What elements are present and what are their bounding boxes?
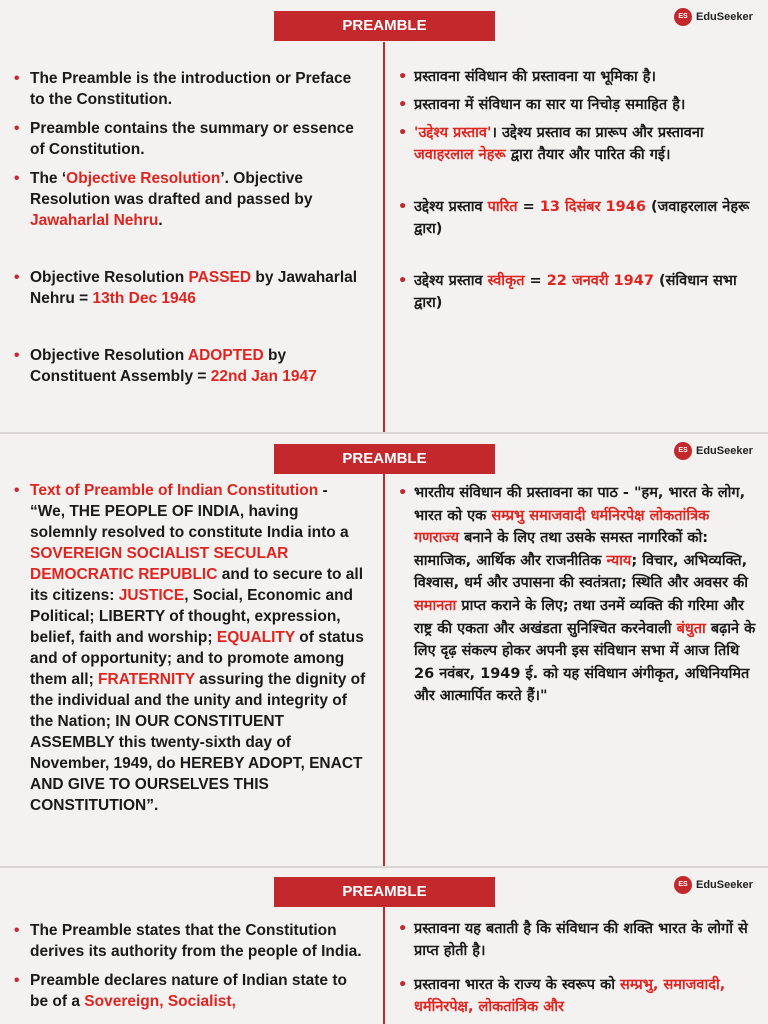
highlight-text: सम्प्रभु, समाजवादी, धर्मनिरपेक्ष, लोकतांत्रिक और — [414, 977, 726, 1015]
text-segment: = — [524, 273, 547, 289]
text-segment: by Constituent Assembly = — [30, 347, 287, 385]
list-item — [398, 122, 756, 166]
brand-logo-icon: ES — [674, 876, 692, 894]
brand-logo-icon: ES — [674, 442, 692, 460]
text-segment: The ‘ — [30, 170, 67, 187]
slide-1 — [0, 0, 768, 432]
brand-logo-icon: ES — [674, 8, 692, 26]
text-segment: and to secure to all its citizens: — [30, 566, 363, 604]
text-segment: प्रस्तावना भारत के राज्य के स्वरूप को — [414, 977, 621, 993]
text-segment: ; विचार, अभिव्यक्ति, विश्वास, धर्म और उपासना की स्वतंत्रता; स्थिति और अवसर की — [414, 552, 749, 592]
highlight-text: Objective Resolution — [66, 170, 221, 187]
text-segment: , Social, Economic and Political; LIBERTY of thought, expression, belief, faith and worship; — [30, 587, 354, 646]
slide-2-banner: PREAMBLE — [274, 444, 495, 474]
slide-2 — [0, 434, 768, 866]
hindi-column — [398, 66, 756, 314]
text-segment: (संविधान सभा द्वारा) — [414, 273, 737, 311]
list-item — [14, 168, 366, 231]
text-segment: assuring the dignity of the individual and the unity and integrity of the Nation; IN OUR CONSTITUENT ASSEMBLY this twenty-sixth day of November, 1949, do HEREBY ADOPT, ENACT AND GIVE TO OURSELVES THIS CONSTITUTION”. — [30, 671, 366, 814]
column-divider — [383, 42, 385, 432]
highlight-text: JUSTICE — [118, 587, 185, 604]
text-segment: ’. Objective Resolution was drafted and passed by — [30, 170, 313, 208]
text-segment: उद्देश्य प्रस्ताव — [414, 273, 488, 289]
highlight-text: Sovereign, Socialist, — [84, 993, 236, 1010]
highlight-text: समानता — [414, 597, 457, 614]
text-segment: (जवाहरलाल नेहरू द्वारा) — [414, 199, 750, 237]
english-column — [14, 920, 366, 1012]
list-item — [14, 68, 366, 110]
hindi-column — [398, 482, 756, 708]
text-segment: The Preamble is the introduction or Preface to the Constitution. — [30, 70, 352, 108]
list-item — [398, 974, 756, 1018]
text-segment: Objective Resolution — [30, 269, 189, 286]
slide-1-banner: PREAMBLE — [274, 11, 495, 41]
list-item — [14, 118, 366, 160]
highlight-text: FRATERNITY — [98, 671, 195, 688]
list-item — [14, 345, 366, 387]
brand-logo — [674, 8, 753, 26]
column-divider — [383, 907, 385, 1024]
highlight-text: ADOPTED — [187, 347, 264, 364]
text-segment: Objective Resolution — [30, 347, 188, 364]
text-segment: - “We, THE PEOPLE OF INDIA, having solemnly resolved to constitute India into a — [30, 482, 349, 541]
brand-name: EduSeeker — [696, 445, 753, 457]
highlight-text: पारित — [487, 199, 518, 215]
highlight-text: जवाहरलाल नेहरू — [414, 147, 506, 163]
text-segment: बनाने के लिए तथा उसके समस्त नागरिकों को: सामाजिक, आर्थिक और राजनीतिक — [414, 530, 709, 569]
list-item — [14, 920, 366, 962]
list-item — [398, 270, 756, 314]
highlight-text: SOVEREIGN SOCIALIST SECULAR DEMOCRATIC REPUBLIC — [30, 545, 289, 583]
highlight-text: बंधुता — [676, 620, 706, 637]
list-item — [14, 970, 366, 1012]
brand-logo — [674, 442, 753, 460]
highlight-text: सम्प्रभु समाजवादी धर्मनिरपेक्ष लोकतांत्रिक गणराज्य — [414, 507, 710, 547]
highlight-text: EQUALITY — [216, 629, 295, 646]
text-segment: भारतीय संविधान की प्रस्तावना का पाठ - "हम, भारत के लोग, भारत को एक — [414, 485, 746, 524]
list-item — [398, 94, 756, 116]
list-item — [14, 267, 366, 309]
english-column — [14, 68, 366, 387]
text-segment: The Preamble states that the Constitution derives its authority from the people of India. — [30, 922, 362, 960]
text-segment: = — [517, 199, 540, 215]
brand-name: EduSeeker — [696, 11, 753, 23]
highlight-text: 22nd Jan 1947 — [210, 368, 317, 385]
highlight-text: स्वीकृत — [487, 273, 525, 289]
highlight-text: 'उद्देश्य प्रस्ताव' — [414, 125, 492, 141]
list-item — [398, 66, 756, 88]
preamble-text-en — [14, 480, 366, 816]
text-segment: . — [158, 212, 163, 229]
preamble-text-hi — [398, 482, 756, 708]
highlight-text: न्याय — [606, 552, 632, 569]
highlight-text: 22 जनवरी 1947 — [546, 273, 654, 289]
column-divider — [383, 474, 385, 866]
text-segment: प्राप्त कराने के लिए; तथा उनमें व्यक्ति की गरिमा और राष्ट्र की एकता और अखंडता सुनिश्चित करनेवाली — [414, 597, 744, 637]
text-segment: by Jawaharlal Nehru = — [30, 269, 358, 307]
text-segment: Preamble declares nature of Indian state to be of a — [30, 972, 347, 1010]
english-column — [14, 480, 366, 816]
list-item — [398, 918, 756, 962]
text-segment: प्रस्तावना में संविधान का सार या निचोड़ समाहित है। — [414, 97, 686, 113]
slide-3 — [0, 868, 768, 1024]
text-segment: उद्देश्य प्रस्ताव — [414, 199, 488, 215]
text-segment: Preamble contains the summary or essence of Constitution. — [30, 120, 354, 158]
list-item — [398, 196, 756, 240]
brand-logo — [674, 876, 753, 894]
text-segment: of status and of opportunity; and to promote among them all; — [30, 629, 364, 688]
highlight-text: Text of Preamble of Indian Constitution — [30, 482, 319, 499]
hindi-column — [398, 918, 756, 1018]
highlight-text: Jawaharlal Nehru — [30, 212, 159, 229]
highlight-text: PASSED — [188, 269, 252, 286]
brand-name: EduSeeker — [696, 879, 753, 891]
highlight-text: 13 दिसंबर 1946 — [539, 199, 646, 215]
slide-3-banner: PREAMBLE — [274, 877, 495, 907]
text-segment: प्रस्तावना यह बताती है कि संविधान की शक्ति भारत के लोगों से प्राप्त होती है। — [414, 921, 748, 959]
highlight-text: 13th Dec 1946 — [92, 290, 196, 307]
text-segment: द्वारा तैयार और पारित की गई। — [505, 147, 671, 163]
text-segment: प्रस्तावना संविधान की प्रस्तावना या भूमिका है। — [414, 69, 656, 85]
text-segment: बढ़ाने के लिए दृढ़ संकल्प होकर अपनी इस संविधान सभा में आज तिथि 26 नवंबर, 1949 ई. को यह संविधान अंगीकृत, अधिनियमित और आत्मार्पित करते हैं।" — [414, 620, 756, 705]
text-segment: । उद्देश्य प्रस्ताव का प्रारूप और प्रस्तावना — [491, 125, 704, 141]
